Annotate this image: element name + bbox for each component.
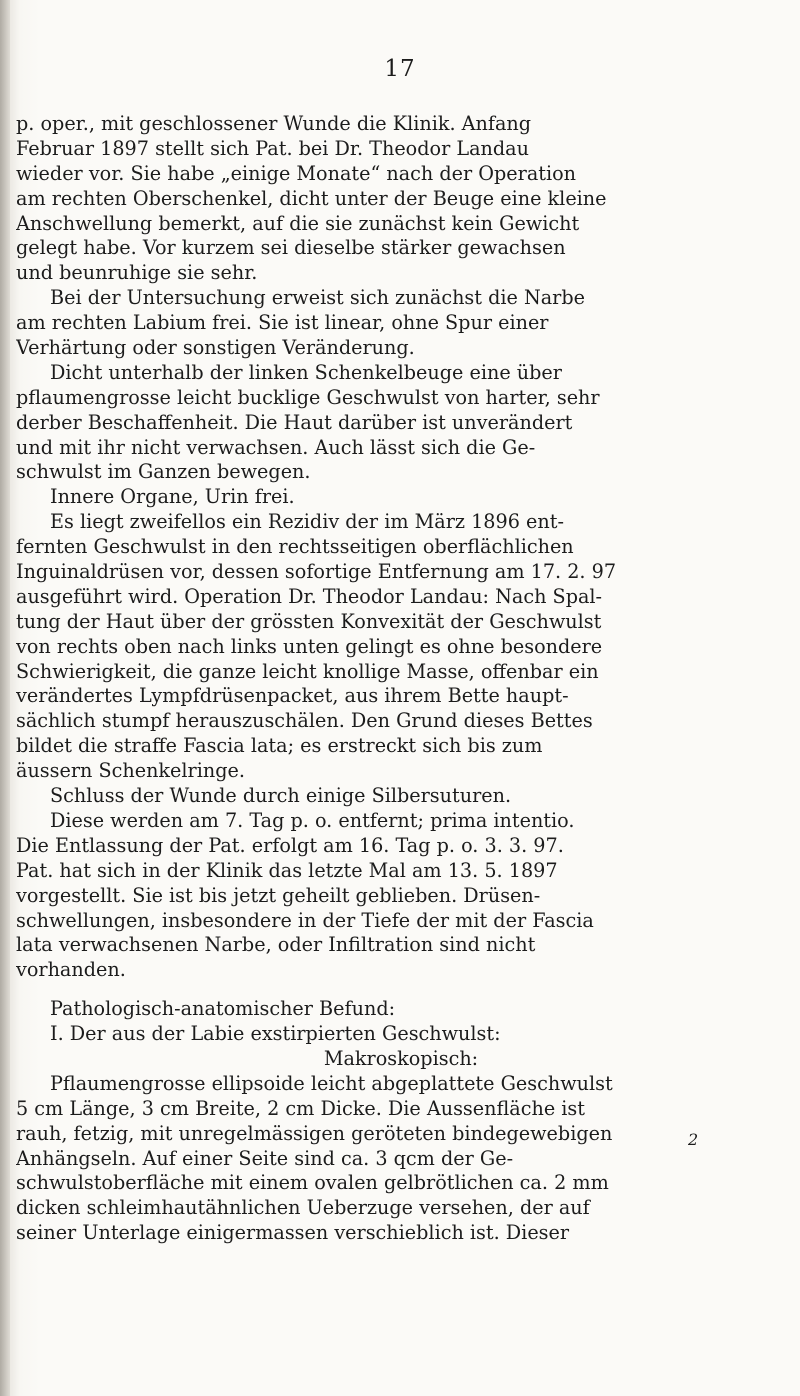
text-line: seiner Unterlage einigermassen verschieblich ist. Dieser [16,1221,570,1245]
text-line: Anhängseln. Auf einer Seite sind ca. 3 qcm der Ge- [16,1146,514,1170]
text-line: Dicht unterhalb der linken Schenkelbeuge eine über [50,360,562,384]
text-line: gelegt habe. Vor kurzem sei dieselbe stärker gewachsen [16,236,566,260]
subheading: I. Der aus der Labie exstirpierten Geschwulst: [50,1022,501,1046]
text-line: vorgestellt. Sie ist bis jetzt geheilt geblieben. Drüsen- [16,883,541,907]
text-line: bildet die straffe Fascia lata; es erstreckt sich bis zum [16,734,543,758]
text-line: Inguinaldrüsen vor, dessen sofortige Entfernung am 17. 2. 97 [16,560,617,584]
text-line: Schluss der Wunde durch einige Silbersuturen. [50,784,512,808]
text-line: vorhanden. [16,958,126,982]
text-line: Februar 1897 stellt sich Pat. bei Dr. Theodor Landau [16,136,529,160]
signature-mark: 2 [688,1130,699,1149]
text-line: schwulst im Ganzen bewegen. [16,460,311,484]
text-line: Innere Organe, Urin frei. [50,485,295,509]
text-line: tung der Haut über der grössten Konvexität der Geschwulst [16,609,602,633]
text-line: Bei der Untersuchung erweist sich zunächst die Narbe [50,286,585,310]
text-line: sächlich stumpf herauszuschälen. Den Grund dieses Bettes [16,709,593,733]
text-line: 5 cm Länge, 3 cm Breite, 2 cm Dicke. Die Aussenfläche ist [16,1096,585,1120]
text-line: verändertes Lympfdrüsenpacket, aus ihrem Bette haupt- [16,684,569,708]
text-line: lata verwachsenen Narbe, oder Infiltration sind nicht [16,933,536,957]
text-line: am rechten Labium frei. Sie ist linear, ohne Spur einer [16,311,549,335]
section-gap [16,983,786,997]
text-line: Pflaumengrosse ellipsoide leicht abgeplattete Geschwulst [50,1071,613,1095]
page-number: 17 [384,56,416,82]
subheading: Makroskopisch: [323,1046,479,1070]
text-line: wieder vor. Sie habe „einige Monate“ nach der Operation [16,161,577,185]
text-line: ausgeführt wird. Operation Dr. Theodor Landau: Nach Spal- [16,584,603,608]
text-line: am rechten Oberschenkel, dicht unter der Beuge eine kleine [16,186,607,210]
text-line: Es liegt zweifellos ein Rezidiv der im März 1896 ent- [50,510,564,534]
text-line: derber Beschaffenheit. Die Haut darüber ist unverändert [16,410,573,434]
text-line: von rechts oben nach links unten gelingt es ohne besondere [16,634,603,658]
text-line: schwellungen, insbesondere in der Tiefe der mit der Fascia [16,908,594,932]
text-line: äussern Schenkelringe. [16,759,245,783]
text-line: Diese werden am 7. Tag p. o. entfernt; prima intentio. [50,808,575,832]
text-line: Anschwellung bemerkt, auf die sie zunächst kein Gewicht [16,211,580,235]
text-line: Die Entlassung der Pat. erfolgt am 16. Tag p. o. 3. 3. 97. [16,833,564,857]
text-line: fernten Geschwulst in den rechtsseitigen oberflächlichen [16,535,574,559]
text-line: und mit ihr nicht verwachsen. Auch lässt sich die Ge- [16,435,536,459]
body-text [16,112,786,1246]
text-line: rauh, fetzig, mit unregelmässigen geröteten bindegewebigen [16,1121,613,1145]
text-line: schwulstoberfläche mit einem ovalen gelbrötlichen ca. 2 mm [16,1171,609,1195]
text-line: p. oper., mit geschlossener Wunde die Klinik. Anfang [16,112,532,135]
text-line: dicken schleimhautähnlichen Ueberzuge versehen, der auf [16,1196,590,1220]
section-heading: Pathologisch-anatomischer Befund: [50,997,396,1021]
binding-shadow [0,0,10,1396]
text-line: Pat. hat sich in der Klinik das letzte Mal am 13. 5. 1897 [16,858,558,882]
text-line: Verhärtung oder sonstigen Veränderung. [16,336,415,360]
text-line: pflaumengrosse leicht bucklige Geschwulst von harter, sehr [16,385,600,409]
text-line: Schwierigkeit, die ganze leicht knollige Masse, offenbar ein [16,659,599,683]
text-line: und beunruhige sie sehr. [16,261,258,285]
